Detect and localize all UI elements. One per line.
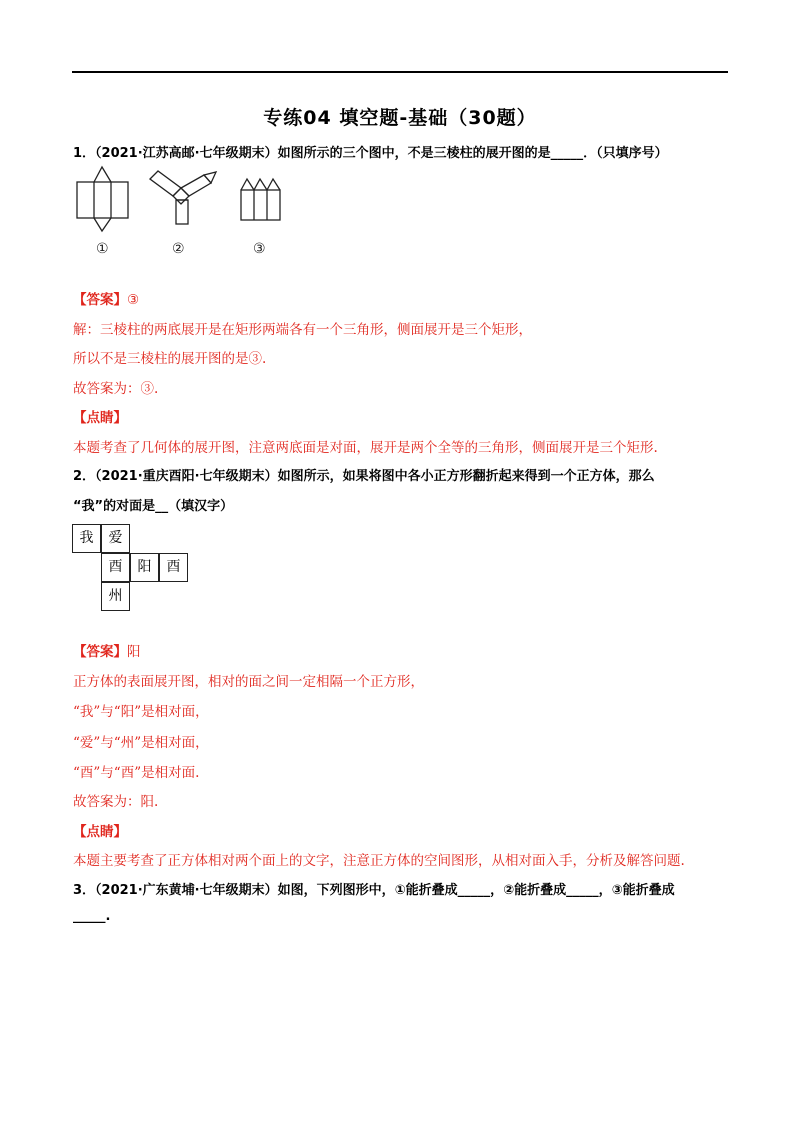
cube-cell-4: 阳 (130, 553, 159, 582)
q1-text: 1．（2021·江苏高邮·七年级期末）如图所示的三个图中，不是三棱柱的展开图的是_____．（只填序号） (73, 146, 668, 161)
q1-figure-label-1: ① (96, 241, 109, 257)
q1-figure-label-3: ③ (253, 241, 266, 257)
q1-figure-3 (241, 179, 280, 220)
q2-solution-line-2: “我”与“阳”是相对面， (73, 704, 209, 720)
cube-cell-1: 我 (72, 524, 101, 553)
q2-text-line-1: 2．（2021·重庆酉阳·七年级期末）如图所示，如果将图中各小正方形翻折起来得到一个正方体，那么 (73, 469, 655, 484)
q2-comment: 本题主要考查了正方体相对两个面上的文字，注意正方体的空间图形，从相对面入手，分析及解答问题. (73, 853, 685, 869)
q1-solution-line-1: 解：三棱柱的两底展开是在矩形两端各有一个三角形，侧面展开是三个矩形， (73, 322, 532, 338)
header-rule (72, 71, 728, 73)
q2-solution-line-3: “爱”与“州”是相对面， (73, 735, 209, 751)
q2-solution-line-4: “酉”与“酉”是相对面. (73, 765, 200, 781)
q2-comment-label: 【点睛】 (73, 824, 127, 840)
q1-figure-1 (77, 167, 128, 231)
q2-answer (73, 640, 141, 660)
q1-figure-2 (150, 171, 216, 224)
q3-text-line-1: 3．（2021·广东黄埔·七年级期末）如图，下列图形中，①能折叠成_____，②能折叠成_____，③能折叠成 (73, 883, 675, 898)
q1-comment: 本题考查了几何体的展开图，注意两底面是对面，展开是两个全等的三角形，侧面展开是三个矩形. (73, 440, 658, 456)
q3-text-line-2: _____. (73, 909, 111, 924)
q1-answer-value: ③ (127, 292, 140, 308)
q1-solution-line-3: 故答案为：③. (73, 381, 159, 397)
q2-text-line-2: “我”的对面是__（填汉字） (73, 499, 234, 514)
q1-figures (70, 162, 300, 260)
q2-solution-line-5: 故答案为：阳. (73, 794, 159, 810)
q2-answer-label: 【答案】 (73, 644, 127, 660)
q2-answer-value: 阳 (127, 644, 141, 660)
cube-cell-2: 爱 (101, 524, 130, 553)
q1-figure-label-2: ② (172, 241, 185, 257)
q1-answer-label: 【答案】 (73, 292, 127, 308)
cube-cell-5: 酉 (159, 553, 188, 582)
q1-solution-line-2: 所以不是三棱柱的展开图的是③. (73, 351, 267, 367)
cube-cell-3: 酉 (101, 553, 130, 582)
cube-cell-6: 州 (101, 582, 130, 611)
q1-comment-label: 【点睛】 (73, 410, 127, 426)
page-title: 专练04 填空题-基础（30题） (263, 107, 537, 129)
q1-answer (73, 288, 139, 308)
q2-solution-line-1: 正方体的表面展开图，相对的面之间一定相隔一个正方形， (73, 674, 424, 690)
